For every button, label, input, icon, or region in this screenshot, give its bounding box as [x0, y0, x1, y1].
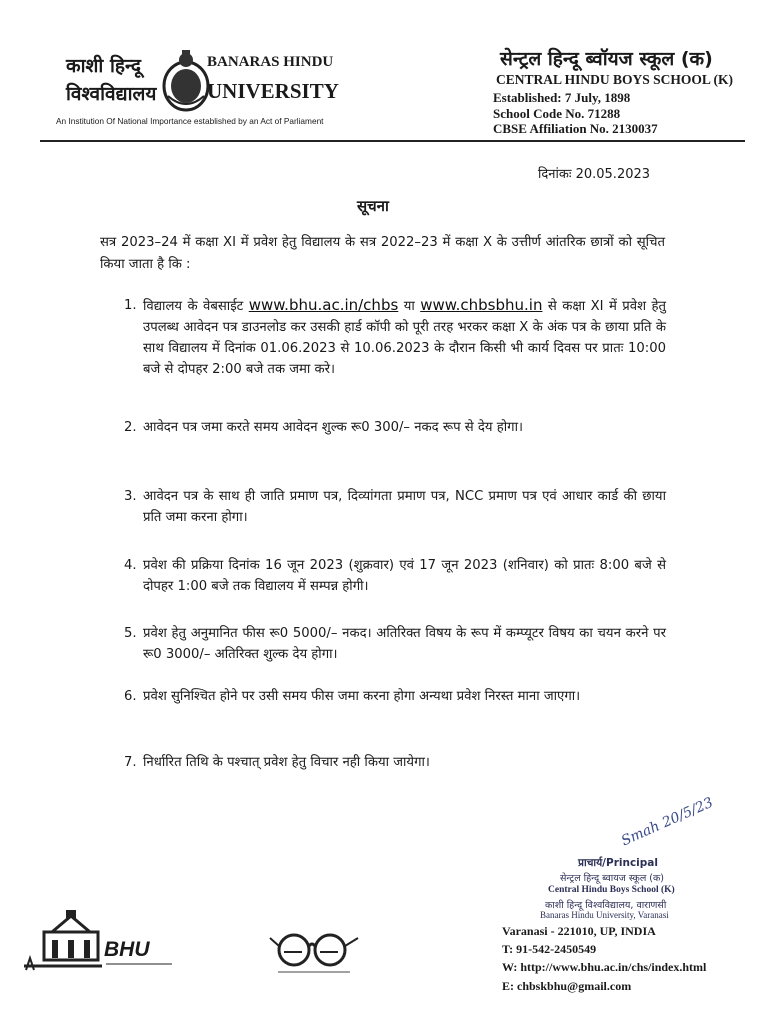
school-english-name: CENTRAL HINDU BOYS SCHOOL (K) — [496, 72, 734, 87]
list-item-number: 5. — [124, 626, 137, 641]
cbse-affiliation: CBSE Affiliation No. 2130037 — [493, 121, 658, 136]
notice-title: सूचना — [357, 197, 389, 215]
stamp-university-english: Banaras Hindu University, Varanasi — [540, 910, 669, 920]
stamp-university-hindi: काशी हिन्दू विश्वविद्यालय, वाराणसी — [545, 900, 667, 911]
list-item-text — [143, 295, 666, 380]
list-item — [124, 486, 666, 528]
contact-address: Varanasi - 221010, UP, INDIA — [502, 924, 656, 938]
website-link-chbsbhu[interactable]: www.chbsbhu.in — [420, 296, 543, 314]
list-item-number: 2. — [124, 420, 137, 435]
principal-signature: Smah 20/5/23 — [619, 794, 716, 850]
bhu-tagline: An Institution Of National Importance established by an Act of Parliament — [56, 116, 324, 126]
bhu-english-name-line1: BANARAS HINDU — [207, 54, 334, 70]
school-hindi-name: सेन्ट्रल हिन्दू ब्वॉयज स्कूल (क) — [500, 48, 713, 70]
list-item-number: 3. — [124, 489, 137, 504]
bhu-footer-wordmark: BHU — [104, 938, 150, 961]
stamp-principal: प्राचार्य/Principal — [578, 857, 658, 869]
list-item-text: आवेदन पत्र के साथ ही जाति प्रमाण पत्र, दिव्यांगता प्रमाण पत्र, NCC प्रमाण पत्र एवं आधार कार्ड की छाया प्रति जमा करना होगा। — [143, 489, 666, 525]
school-established: Established: 7 July, 1898 — [493, 90, 631, 105]
list-item-number: 6. — [124, 689, 137, 704]
list-item-text: प्रवेश हेतु अनुमानित फीस रू0 5000/– नकद। अतिरिक्त विषय के रूप में कम्प्यूटर विषय का चयन करने पर रू0 3000/– अतिरिक्त शुल्क देय होगा। — [143, 626, 666, 662]
stamp-school-english: Central Hindu Boys School (K) — [548, 885, 675, 895]
notice-date: दिनांकः 20.05.2023 — [538, 167, 651, 182]
list-item — [124, 417, 666, 438]
contact-telephone: T: 91-542-2450549 — [502, 942, 597, 956]
list-item — [124, 752, 666, 773]
item-text-part: या — [398, 299, 421, 314]
list-item — [124, 686, 666, 707]
website-link-bhu[interactable]: www.bhu.ac.in/chbs — [248, 296, 399, 314]
bhu-hindi-name-line2: विश्वविद्यालय — [66, 83, 157, 105]
list-item-number: 4. — [124, 558, 137, 573]
list-item — [124, 555, 666, 597]
bhu-english-name-line2: UNIVERSITY — [207, 79, 339, 103]
contact-email-link[interactable]: E: chbskbhu@gmail.com — [502, 979, 632, 993]
stamp-school-hindi: सेन्ट्रल हिन्दू ब्वायज स्कूल (क) — [560, 873, 664, 884]
item-text-part: से कक्षा XI में प्रवेश हेतु उपलब्ध आवेदन पत्र डाउनलोड कर उसकी हार्ड कॉपी को पूरी तरह भरकर कक्षा X के अंक पत्र के छाया प्रति के साथ विद्यालय में दिनांक 01.06.2023 से 10.06.2023 के दौरान किसी भी कार्य दिवस पर प्रातः 10:00 बजे से दोपहर 2:00 बजे तक जमा करे। — [143, 299, 666, 377]
header-divider — [40, 140, 745, 142]
notice-intro: सत्र 2023–24 में कक्षा XI में प्रवेश हेतु विद्यालय के सत्र 2022–23 में कक्षा X के उत्तीर्ण आंतरिक छात्रों को सूचित किया जाता है कि : — [100, 235, 665, 272]
list-item-text: निर्धारित तिथि के पश्चात् प्रवेश हेतु विचार नही किया जायेगा। — [143, 755, 430, 770]
list-item — [124, 295, 666, 380]
list-item-text: आवेदन पत्र जमा करते समय आवेदन शुल्क रू0 300/– नकद रूप से देय होगा। — [143, 420, 523, 435]
bhu-building-logo-icon — [22, 910, 182, 972]
list-item-text: प्रवेश की प्रक्रिया दिनांक 16 जून 2023 (शुक्रवार) एवं 17 जून 2023 (शनिवार) को प्रातः 8:00 बजे से दोपहर 1:00 बजे तक विद्यालय में सम्पन्न होगी। — [143, 558, 666, 594]
contact-website-link[interactable]: W: http://www.bhu.ac.in/chs/index.html — [502, 960, 707, 974]
list-item-number: 1. — [124, 298, 137, 313]
list-item-number: 7. — [124, 755, 137, 770]
swachh-bharat-logo-icon — [268, 928, 360, 976]
bhu-emblem-icon — [158, 46, 214, 114]
list-item — [124, 623, 666, 665]
school-code: School Code No. 71288 — [493, 106, 621, 121]
bhu-hindi-name-line1: काशी हिन्दू — [66, 55, 141, 77]
item-text-part: विद्यालय के वेबसाईट — [143, 299, 249, 314]
list-item-text: प्रवेश सुनिश्चित होने पर उसी समय फीस जमा करना होगा अन्यथा प्रवेश निरस्त माना जाएगा। — [143, 689, 581, 704]
